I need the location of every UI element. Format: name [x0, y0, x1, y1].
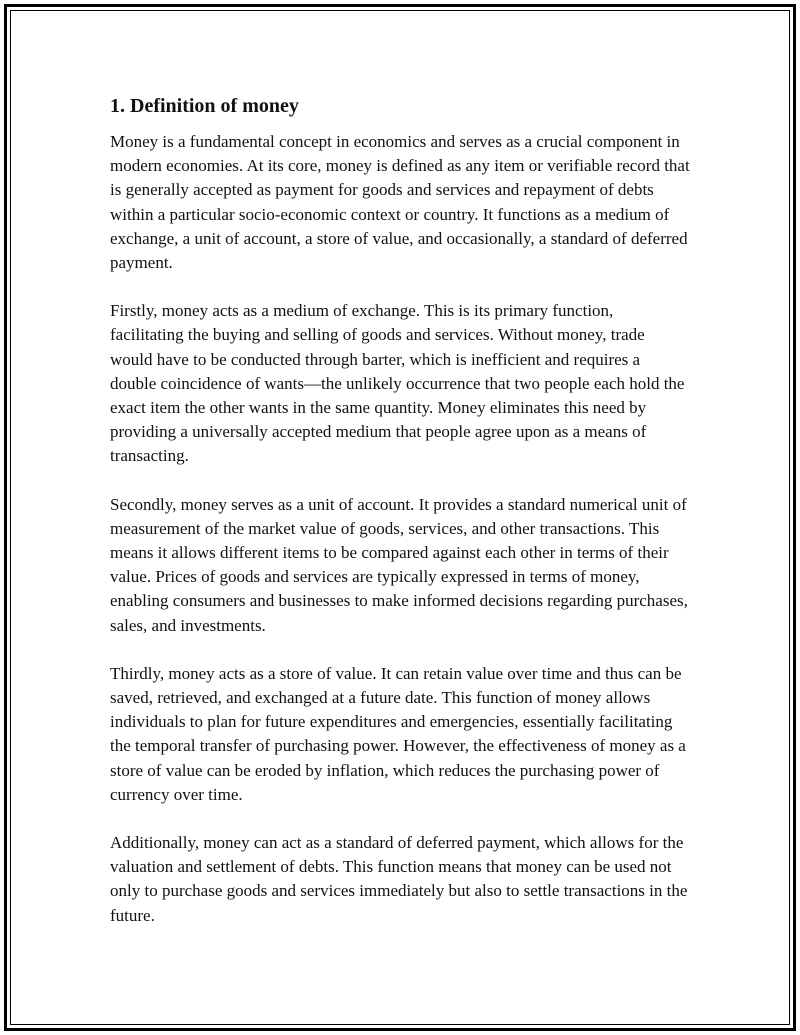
document-body: [110, 92, 690, 952]
paragraph-unit-of-account: Secondly, money serves as a unit of account. It provides a standard numerical unit of measurement of the market value of goods, services, and other transactions. This means it allows different items to be compared against each other in terms of their value. Prices of goods and services are typically expressed in terms of money, enabling consumers and businesses to make informed decisions regarding purchases, sales, and investments.: [110, 494, 688, 635]
paragraph-medium-of-exchange: Firstly, money acts as a medium of exchange. This is its primary function, facilitating the buying and selling of goods and services. Without money, trade would have to be conducted through barter, which is inefficient and requires a double coincidence of wants—the unlikely occurrence that two people each hold the exact item the other wants in the same quantity. Money eliminates this need by providing a universally accepted medium that people agree upon as a means of transacting.: [110, 301, 685, 466]
paragraph-deferred-payment: Additionally, money can act as a standard of deferred payment, which allows for the valuation and settlement of debts. This function means that money can be used not only to purchase goods and services immediately but also to settle transactions in the future.: [110, 833, 688, 925]
paragraph-store-of-value: Thirdly, money acts as a store of value. It can retain value over time and thus can be saved, retrieved, and exchanged at a future date. This function of money allows individuals to plan for future expenditures and emergencies, essentially facilitating the temporal transfer of purchasing power. However, the effectiveness of money as a store of value can be eroded by inflation, which reduces the purchasing power of currency over time.: [110, 663, 686, 804]
section-heading: 1. Definition of money: [110, 95, 299, 117]
paragraph-definition: Money is a fundamental concept in economics and serves as a crucial component in modern economies. At its core, money is defined as any item or verifiable record that is generally accepted as payment for goods and services and repayment of debts within a particular socio-economic context or country. It functions as a medium of exchange, a unit of account, a store of value, and occasionally, a standard of deferred payment.: [110, 132, 690, 273]
